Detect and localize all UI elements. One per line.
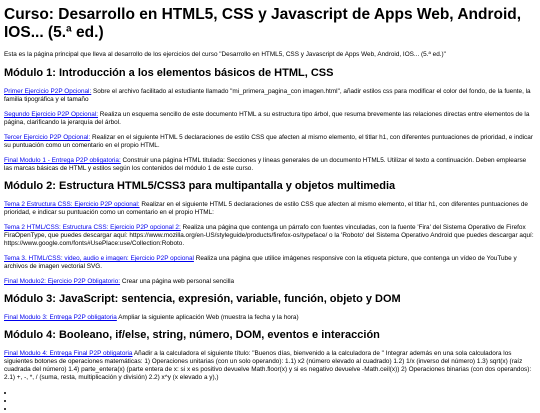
exercise-link[interactable]: Final Modulo 1 - Entrega P2P obligatoria:: [4, 157, 121, 164]
exercise-item: [4, 255, 536, 271]
intro-text: Esta es la página principal que lleva al desarrollo de los ejercicios del curso "Desarrollo en HTML5, CSS y Javascript de Apps Web, Android, IOS... (5.ª ed.)": [4, 51, 446, 58]
exercise-link[interactable]: Final Modulo 4: Entrega Final P2P obligatoria: [4, 350, 133, 357]
bullet-list: [4, 389, 536, 413]
exercise-item: [4, 278, 536, 286]
module-3: [4, 293, 536, 322]
module-2: [4, 180, 536, 286]
exercise-item: [4, 314, 536, 322]
module-1: [4, 67, 536, 173]
exercise-description: Realiza una página que utilice imágenes responsive con la etiqueta picture, que contenga un vídeo de YouTube y archivos de imagen vectorial SVG.: [4, 255, 517, 270]
exercise-item: [4, 111, 536, 127]
list-item: [14, 397, 536, 405]
exercise-link[interactable]: Primer Ejercicio P2P Opcional:: [4, 88, 92, 95]
exercise-item: [4, 350, 536, 382]
page-title: Curso: Desarrollo en HTML5, CSS y Javascript de Apps Web, Android, IOS... (5.ª ed.): [4, 6, 522, 41]
list-item: [14, 405, 536, 413]
module-heading: Módulo 3: JavaScript: sentencia, expresión, variable, función, objeto y DOM: [4, 293, 401, 305]
exercise-link[interactable]: Segundo Ejercicio P2P Opcional:: [4, 111, 99, 118]
exercise-description: Construir una página HTML titulada: Secciones y líneas generales de un documento HTML5. Utilizar el texto a continuación. Deben emplearse las marcas básicas de HTML y estilos según los contenidos del módulo 1 de este curso.: [4, 157, 527, 172]
exercise-link[interactable]: Tercer Ejercicio P2P Opcional:: [4, 134, 91, 141]
module-4: [4, 329, 536, 382]
exercise-description: Añadir a la calculadora el siguiente título: "Buenos días, bienvenido a la calculadora de " Integrar además en una sola calculadora los siguientes botones de operaciones matemáticas: 1) Operaciones unitarias (con un solo operando): 1.1) x2 (número elevado al cuadrado) 1.2) 1/x (inverso del número) 1.3) sqrt(x) (raíz cuadrada del número) 1.4) parte_entera(x) (parte entera de x: si x es positivo devuelve Math.floor(x) y si es negativo devuelve -Math.ceil(x)) 2) Operaciones binarias (con dos operandos): 2.1) +, -, *, / (suma, resta, multiplicación y división) 2.2) x^y (x elevado a y),): [4, 350, 532, 381]
exercise-item: [4, 157, 536, 173]
exercise-item: [4, 201, 536, 217]
exercise-description: Crear una página web personal sencilla: [120, 278, 235, 285]
module-heading: Módulo 4: Booleano, if/else, string, número, DOM, eventos e interacción: [4, 329, 380, 341]
list-item: [14, 389, 536, 397]
exercise-link[interactable]: Tema 3. HTML/CSS: video, audio e imagen: Ejercicio P2P opcional: [4, 255, 194, 262]
exercise-item: [4, 224, 536, 248]
exercise-description: Realiza una página que contenga un párrafo con fuentes vinculadas, con la fuente 'Fira' del Sistema Operativo de Firefox FiraOpenType, que puedes descargar aquí: https://www.mozilla.org/en-US/styleguide/products/firefox-os/typeface/ o la 'Roboto' del Sistema Operativo Android que puedes descargar aquí: https://www.google.com/fonts#UsePlace:use/Collection:Roboto.: [4, 224, 534, 247]
exercise-description: Realiza un esquema sencillo de este documento HTML a su estructura tipo árbol, que resuma brevemente las relaciones directas entre elementos de la página, clarificando la jerarquía del árbol.: [4, 111, 530, 126]
exercise-link[interactable]: Final Modulo 3: Entrega P2P obligatoria: [4, 314, 117, 321]
exercise-link[interactable]: Tema 2 HTML/CSS: Estructura CSS: Ejercicio P2P opcional 2:: [4, 224, 181, 231]
exercise-item: [4, 134, 536, 150]
exercise-description: Sobre el archivo facilitado al estudiante llamado "mi_primera_pagina_con imagen.html", añadir estilos css para modificar el color del fondo, de la fuente, la familia tipográfica y el tamaño: [4, 88, 531, 103]
exercise-item: [4, 88, 536, 104]
exercise-link[interactable]: Tema 2 Estructura CSS: Ejercicio P2P opcional:: [4, 201, 140, 208]
module-heading: Módulo 2: Estructura HTML5/CSS3 para multipantalla y objetos multimedia: [4, 180, 396, 192]
exercise-description: Realizar en el siguiente HTML 5 declaraciones de estilo CSS que afecten al mismo elemento, el titlar h1, con diferentes puntuaciones de prioridad, e indicar su puntuación como un comentario en el propio HTML:: [4, 201, 528, 216]
exercise-description: Ampliar la siguiente aplicación Web (muestra la fecha y la hora): [116, 314, 299, 321]
exercise-description: Realizar en el siguiente HTML 5 declaraciones de estilo CSS que afecten al mismo elemento, el titlar h1, con diferentes puntuaciones de prioridad, e indicar su puntuación como un comentario en el propio HTML.: [4, 134, 533, 149]
exercise-link[interactable]: Final Modulo2: Ejercicio P2P Obligatorio:: [4, 278, 121, 285]
module-heading: Módulo 1: Introducción a los elementos básicos de HTML, CSS: [4, 67, 334, 79]
